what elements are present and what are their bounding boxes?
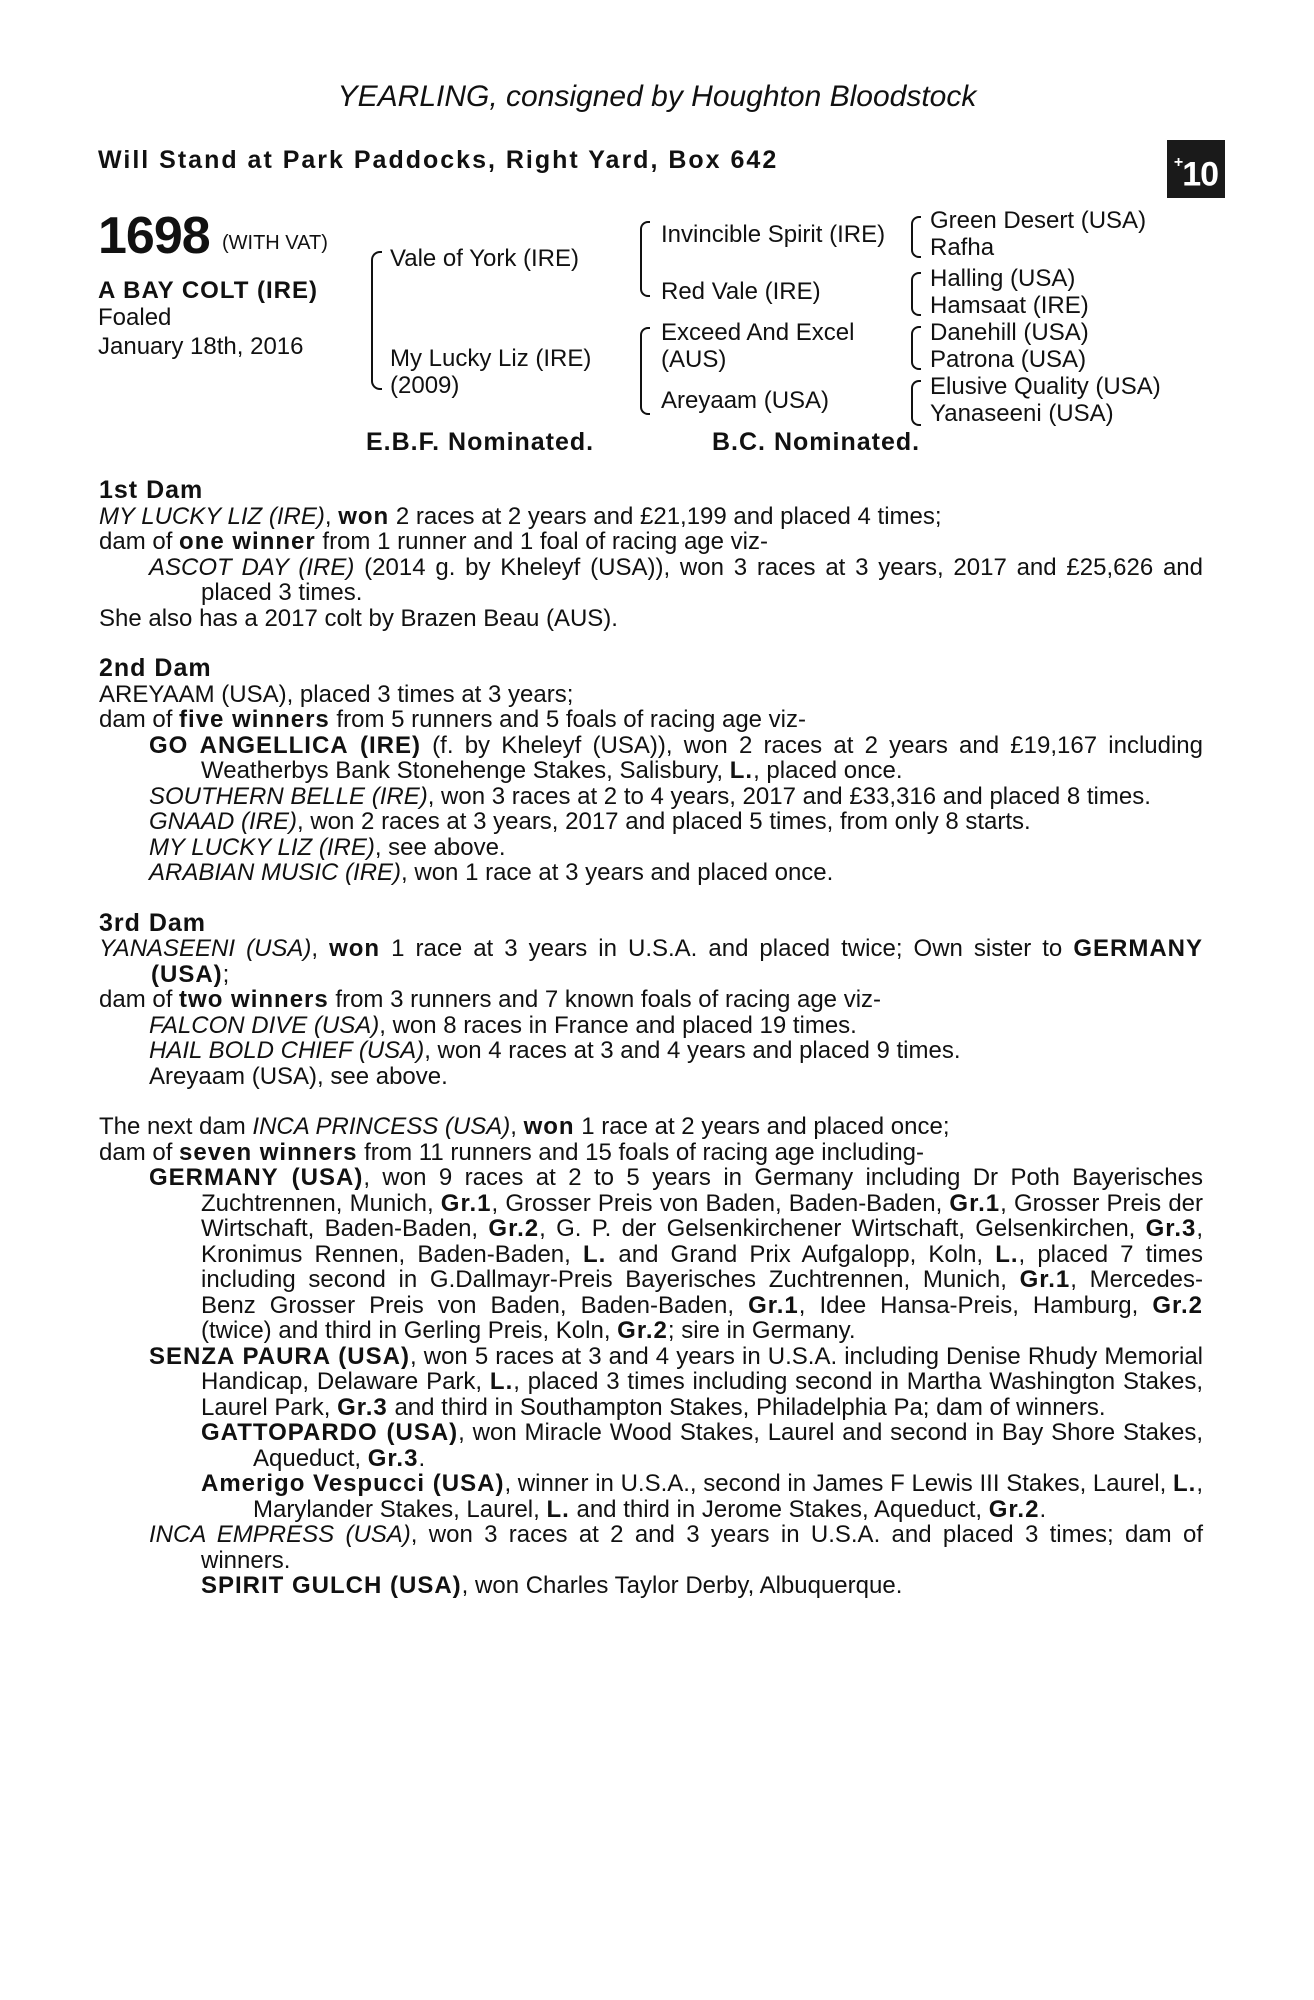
brace-gen2-b xyxy=(640,327,650,415)
produce-record: and third in Southampton Stakes, Philadelphia Pa; dam of winners. xyxy=(387,1393,1106,1421)
next-dam-section xyxy=(99,1114,1203,1599)
text: dam of xyxy=(99,706,180,733)
produce-entry xyxy=(99,835,1203,861)
produce-record: , won 5 races at 3 and 4 years in U.S.A. including Denise Rhudy Memorial Handicap, Delaware Park, xyxy=(201,1342,1203,1395)
foaled-date: January 18th, 2016 xyxy=(98,333,304,360)
pedigree-g3-5: Danehill (USA) xyxy=(930,319,1089,346)
lot-description: A BAY COLT (IRE) xyxy=(98,277,319,304)
sep: , xyxy=(324,502,339,530)
produce-name: Amerigo Vespucci (USA) xyxy=(201,1470,505,1497)
badge-symbol: + xyxy=(1173,154,1183,171)
produce-name: GO ANGELLICA (IRE) xyxy=(149,731,421,759)
produce-record: , won 2 races at 3 years, 2017 and placed 5 times, from only 8 starts. xyxy=(297,808,1031,835)
produce-entry xyxy=(99,1038,1203,1064)
grade-label: Gr.1 xyxy=(949,1189,1001,1217)
produce-record: , placed 3 times including second in Martha Washington Stakes, Laurel Park, xyxy=(201,1368,1203,1421)
pedigree-g3-8: Yanaseeni (USA) xyxy=(930,400,1114,427)
winners-count: two winners xyxy=(179,986,329,1013)
third-dam-line xyxy=(99,936,1203,987)
produce-record: , won Miracle Wood Stakes, Laurel and second in Bay Shore Stakes, Aqueduct, xyxy=(253,1419,1204,1472)
produce-record: , won 4 races at 3 and 4 years and placed 9 times. xyxy=(424,1037,961,1064)
won-label: won xyxy=(338,502,390,530)
brace-gen1 xyxy=(371,251,382,390)
listed-label: L. xyxy=(729,757,754,784)
pedigree-sire: Vale of York (IRE) xyxy=(390,245,579,272)
produce-record: , won 9 races at 2 to 5 years in Germany including Dr Poth Bayerisches Zuchtrennen, Munich, xyxy=(201,1164,1203,1217)
sale-badge xyxy=(1167,140,1225,198)
produce-entry: Areyaam (USA), see above. xyxy=(149,1062,448,1090)
produce-record: , Idee Hansa-Preis, Hamburg, xyxy=(798,1291,1153,1319)
bc-nominated: B.C. Nominated. xyxy=(712,428,921,456)
page-title: YEARLING, consigned by Houghton Bloodstock xyxy=(337,80,977,113)
pedigree-g3-3: Halling (USA) xyxy=(930,265,1076,292)
first-dam-produce-summary xyxy=(99,529,1203,555)
grade-label: Gr.2 xyxy=(988,1495,1040,1523)
ebf-nominated: E.B.F. Nominated. xyxy=(366,428,595,456)
first-dam-line xyxy=(99,504,1203,530)
grade-label: Gr.1 xyxy=(440,1189,492,1217)
badge-number: 10 xyxy=(1182,155,1219,194)
produce-record: (2014 g. by Kheleyf (USA)), won 3 races at 3 years, 2017 and £25,626 and placed 3 times. xyxy=(201,553,1204,606)
brace-gen3-a xyxy=(911,216,921,258)
produce-name: SPIRIT GULCH (USA) xyxy=(201,1572,462,1599)
text: from 3 runners and 7 known foals of racing age viz- xyxy=(328,986,882,1013)
catalogue-body xyxy=(99,478,1203,1599)
first-dam-name: MY LUCKY LIZ (IRE) xyxy=(99,502,325,530)
pedigree-dam-sire: Exceed And Excel xyxy=(661,319,855,346)
third-dam-section xyxy=(99,908,1203,1090)
produce-name: FALCON DIVE (USA) xyxy=(149,1011,380,1039)
listed-label: L. xyxy=(582,1240,607,1268)
produce-record: , Mercedes-Benz Grosser Preis von Baden, Baden-Baden, xyxy=(201,1266,1203,1319)
brace-gen2-a xyxy=(640,221,650,297)
produce-record: , see above. xyxy=(374,833,506,861)
produce-name: ASCOT DAY (IRE) xyxy=(149,553,355,581)
grade-label: Gr.3 xyxy=(337,1393,388,1421)
produce-name: HAIL BOLD CHIEF (USA) xyxy=(149,1037,425,1064)
third-dam-heading: 3rd Dam xyxy=(99,908,207,937)
text: from 5 runners and 5 foals of racing age viz- xyxy=(329,706,807,733)
produce-record: , won 3 races at 2 and 3 years in U.S.A. and placed 3 times; dam of winners. xyxy=(201,1521,1203,1574)
produce-record: , won Charles Taylor Derby, Albuquerque. xyxy=(461,1572,903,1599)
won-label: won xyxy=(523,1113,575,1140)
produce-record: , won 3 races at 2 to 4 years, 2017 and £33,316 and placed 8 times. xyxy=(427,782,1151,810)
produce-record: , won 8 races in France and placed 19 times. xyxy=(379,1011,857,1039)
produce-name: INCA EMPRESS (USA) xyxy=(149,1521,411,1548)
produce-record: , Marylander Stakes, Laurel, xyxy=(253,1470,1203,1523)
text: from 1 runner and 1 foal of racing age viz- xyxy=(315,528,768,555)
pedigree-g3-1: Green Desert (USA) xyxy=(930,207,1147,234)
produce-record: . xyxy=(418,1444,426,1472)
pedigree-g3-2: Rafha xyxy=(930,234,995,261)
produce-entry xyxy=(99,860,1203,886)
produce-entry-inca-empress xyxy=(99,1522,1203,1573)
sep: , xyxy=(311,935,330,962)
stand-location: Will Stand at Park Paddocks, Right Yard, Box 642 xyxy=(98,146,779,174)
produce-entry-senza xyxy=(99,1344,1203,1421)
produce-record: and third in Jerome Stakes, Aqueduct, xyxy=(569,1495,989,1523)
pedigree-sire-sire: Invincible Spirit (IRE) xyxy=(661,221,886,248)
grandproduce-entry-amerigo xyxy=(99,1471,1203,1522)
foaled-label: Foaled xyxy=(98,304,172,331)
produce-record: , placed once. xyxy=(753,757,903,784)
brace-gen3-c xyxy=(911,326,921,370)
brace-gen3-d xyxy=(911,380,921,426)
won-label: won xyxy=(329,935,381,962)
listed-label: L. xyxy=(1173,1470,1197,1497)
produce-record: . xyxy=(1039,1495,1047,1523)
pedigree-dam: My Lucky Liz (IRE) xyxy=(390,345,592,372)
pedigree-g3-6: Patrona (USA) xyxy=(930,346,1087,373)
produce-name: GNAAD (IRE) xyxy=(149,808,298,835)
first-dam-heading: 1st Dam xyxy=(99,476,204,504)
produce-entry xyxy=(99,733,1203,784)
first-dam-section xyxy=(99,478,1203,631)
text: dam of xyxy=(99,1138,180,1166)
grade-label: Gr.2 xyxy=(617,1317,668,1344)
text: from 11 runners and 15 foals of racing age including- xyxy=(357,1138,925,1166)
produce-entry xyxy=(99,1013,1203,1039)
produce-entry xyxy=(99,809,1203,835)
pedigree-g3-4: Hamsaat (IRE) xyxy=(930,292,1089,319)
next-dam-record: 1 race at 2 years and placed once; xyxy=(574,1113,950,1140)
produce-name: SENZA PAURA (USA) xyxy=(149,1342,410,1370)
listed-label: L. xyxy=(489,1368,514,1395)
produce-record: , G. P. der Gelsenkirchener Wirtschaft, Gelsenkirchen, xyxy=(539,1215,1146,1242)
second-dam-line: AREYAAM (USA), placed 3 times at 3 years; xyxy=(99,680,574,708)
grade-label: Gr.1 xyxy=(1019,1266,1071,1293)
produce-record: (twice) and third in Gerling Preis, Koln, xyxy=(201,1317,618,1344)
pedigree-g3-7: Elusive Quality (USA) xyxy=(930,373,1161,400)
pedigree-dam-dam: Areyaam (USA) xyxy=(661,387,830,414)
second-dam-produce-summary xyxy=(99,707,1203,733)
next-dam-produce-summary xyxy=(99,1140,1203,1166)
pedigree-dam-year: (2009) xyxy=(390,372,460,399)
grade-label: Gr.2 xyxy=(488,1215,540,1242)
sister-name: GERMANY (USA) xyxy=(151,935,1203,988)
produce-entry xyxy=(99,784,1203,810)
text: dam of xyxy=(99,986,180,1013)
produce-name: MY LUCKY LIZ (IRE) xyxy=(149,833,375,861)
pedigree-dam-sire-country: (AUS) xyxy=(661,346,727,373)
produce-record: , won 1 race at 3 years and placed once. xyxy=(401,859,834,886)
produce-entry xyxy=(99,555,1203,606)
grade-label: Gr.1 xyxy=(748,1291,799,1319)
produce-name: SOUTHERN BELLE (IRE) xyxy=(149,782,428,810)
pedigree-sire-dam: Red Vale (IRE) xyxy=(661,278,821,305)
produce-record: , placed 7 times including second in G.Dallmayr-Preis Bayerisches Zuchtrennen, Munich, xyxy=(201,1240,1203,1293)
produce-entry-germany xyxy=(99,1165,1203,1344)
first-dam-note: She also has a 2017 colt by Brazen Beau (AUS). xyxy=(99,604,618,632)
grade-label: Gr.3 xyxy=(367,1444,419,1472)
produce-record: , Grosser Preis der Wirtschaft, Baden-Baden, xyxy=(201,1189,1204,1242)
vat-label: (WITH VAT) xyxy=(222,232,328,254)
second-dam-section xyxy=(99,656,1203,886)
produce-name: GERMANY (USA) xyxy=(149,1164,364,1191)
second-dam-heading: 2nd Dam xyxy=(99,654,212,682)
produce-record: and Grand Prix Aufgalopp, Koln, xyxy=(606,1240,996,1268)
grade-label: Gr.2 xyxy=(1152,1291,1204,1319)
text: ; xyxy=(222,960,230,988)
listed-label: L. xyxy=(995,1240,1019,1268)
produce-record: , Grosser Preis von Baden, Baden-Baden, xyxy=(491,1189,950,1217)
listed-label: L. xyxy=(546,1495,570,1523)
winners-count: seven winners xyxy=(179,1138,358,1166)
produce-record: (f. by Kheleyf (USA)), won 2 races at 2 years and £19,167 including Weatherbys Bank Stonehenge Stakes, Salisbury, xyxy=(201,731,1204,784)
text: The next dam xyxy=(99,1113,253,1140)
next-dam-line xyxy=(99,1114,1203,1140)
produce-record: , Kronimus Rennen, Baden-Baden, xyxy=(201,1215,1204,1268)
sep: , xyxy=(510,1113,524,1140)
winners-count: one winner xyxy=(179,528,316,555)
grandproduce-entry-gattopardo xyxy=(99,1420,1203,1471)
first-dam-record: 2 races at 2 years and £21,199 and placed 4 times; xyxy=(389,502,942,530)
produce-record: ; sire in Germany. xyxy=(667,1317,856,1344)
third-dam-produce-summary xyxy=(99,987,1203,1013)
grandproduce-entry-spirit-gulch xyxy=(99,1573,1203,1599)
next-dam-name: INCA PRINCESS (USA) xyxy=(252,1113,511,1140)
text: dam of xyxy=(99,528,180,555)
third-dam-name: YANASEENI (USA) xyxy=(99,935,312,962)
produce-name: GATTOPARDO (USA) xyxy=(201,1419,459,1446)
produce-name: ARABIAN MUSIC (IRE) xyxy=(149,859,402,886)
third-dam-record: 1 race at 3 years in U.S.A. and placed twice; Own sister to xyxy=(380,935,1074,962)
produce-record: , winner in U.S.A., second in James F Lewis III Stakes, Laurel, xyxy=(504,1470,1173,1497)
winners-count: five winners xyxy=(179,706,330,733)
grade-label: Gr.3 xyxy=(1145,1215,1197,1242)
lot-number: 1698 xyxy=(98,207,210,265)
brace-gen3-b xyxy=(911,272,921,316)
